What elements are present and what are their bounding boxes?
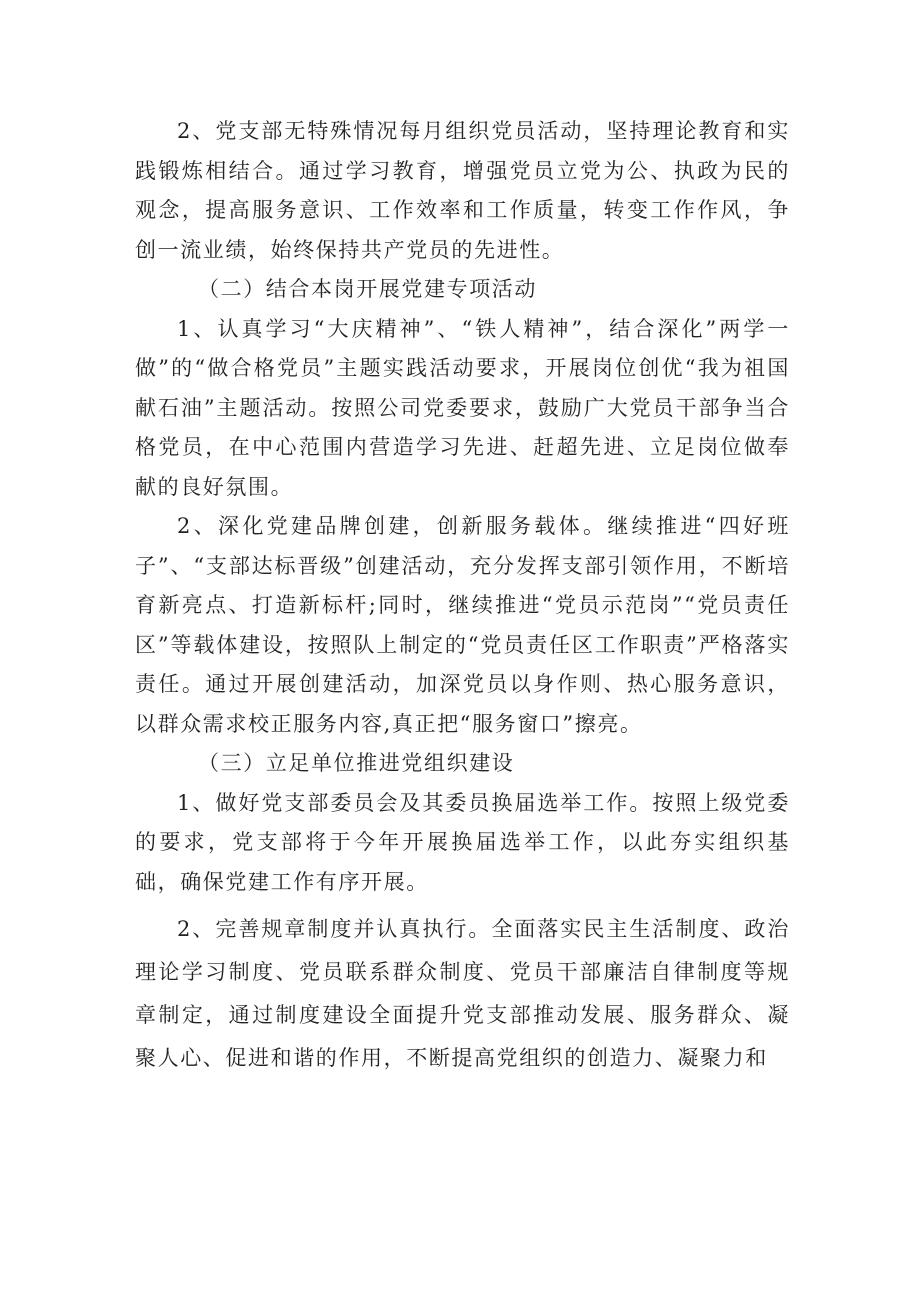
section-heading-3: （三）立足单位推进党组织建设 (198, 751, 515, 775)
paragraph-rules: 2、完善规章制度并认真执行。全面落实民主生活制度、政治理论学习制度、党员联系群众制度、党员干部廉洁自律制度等规章制定，通过制度建设全面提升党支部推动发展、服务群众、凝聚人心、促进和谐的作用，不断提高党组织的创造力、凝聚力和 (135, 917, 790, 1070)
paragraph-study-spirit: 1、认真学习“大庆精神”、“铁人精神”，结合深化”两学一做”的“做合格党员”主题实践活动要求，开展岗位创优“我为祖国献石油”主题活动。按照公司党委要求，鼓励广大党员干部争当合格党员，在中心范围内营造学习先进、赶超先进、立足岗位做奉献的良好氛围。 (135, 316, 790, 499)
section-heading-2: （二）结合本岗开展党建专项活动 (198, 277, 537, 301)
document-body (135, 112, 790, 1080)
paragraph-brand-building: 2、深化党建品牌创建，创新服务载体。继续推进“四好班子”、“支部达标晋级”创建活动，充分发挥支部引领作用，不断培育新亮点、打造新标杆;同时，继续推进“党员示范岗”“党员责任区”等载体建设，按照队上制定的“党员责任区工作职责”严格落实责任。通过开展创建活动，加深党员以身作则、热心服务意识，以群众需求校正服务内容,真正把“服务窗口”擦亮。 (135, 514, 790, 736)
paragraph-party-activities: 2、党支部无特殊情况每月组织党员活动，坚持理论教育和实践锻炼相结合。通过学习教育，增强党员立党为公、执政为民的观念，提高服务意识、工作效率和工作质量，转变工作作风，争创一流业绩，始终保持共产党员的先进性。 (135, 119, 790, 262)
paragraph-election: 1、做好党支部委员会及其委员换届选举工作。按照上级党委的要求，党支部将于今年开展换届选举工作，以此夯实组织基础，确保党建工作有序开展。 (135, 790, 790, 894)
